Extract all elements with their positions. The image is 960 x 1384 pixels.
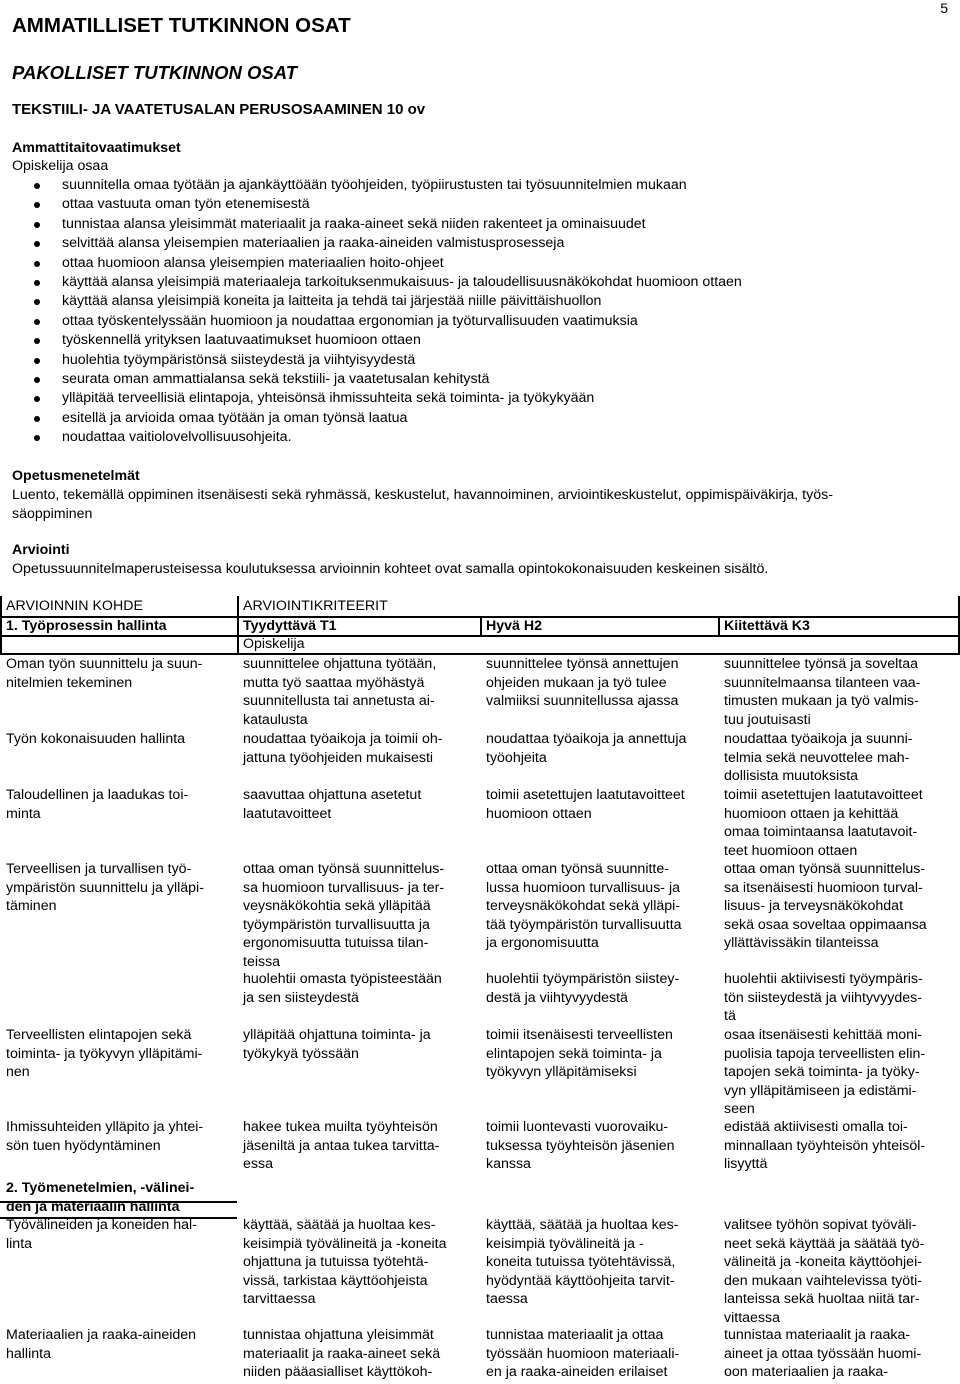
table-cell-k3: yllättävissäkin tilanteissa <box>724 935 879 951</box>
table-cell-h2: noudattaa työaikoja ja annettuja <box>486 731 687 747</box>
table-rule <box>237 596 239 653</box>
table-cell-t1: saavuttaa ohjattuna asetetut <box>243 787 422 803</box>
table-cell-h2: huomioon ottaen <box>486 805 592 822</box>
table-cell-k3: aineet ja ottaa työssään huomi- <box>724 1345 922 1362</box>
table-cell-t1: noudattaa työaikoja ja toimii oh- <box>243 731 443 747</box>
table-cell-k3: timusten mukaan ja työ valmis- <box>724 693 919 709</box>
skills-list-item: selvittää alansa yleisempien materiaalien ja raaka-aineiden valmistusprosesseja <box>0 234 742 253</box>
table-cell-h2: lussa huomioon turvallisuus- ja <box>486 879 680 896</box>
table-cell-k3: sa itsenäisesti huomioon turval- <box>724 879 923 896</box>
table-cell-t1: hakee tukea muilta työyhteisön <box>243 1119 438 1135</box>
skills-list-item: noudattaa vaitiolovelvollisuusohjeita. <box>0 428 742 447</box>
table-cell-k3: oon materiaalien ja raaka- <box>724 1364 889 1380</box>
table-cell-target: Oman työn suunnittelu ja suun- <box>6 656 203 672</box>
page-number: 5 <box>940 0 948 16</box>
table-cell-t1: materiaalit ja raaka-aineet sekä <box>243 1345 441 1362</box>
table-cell-k3: minnallaan työyhteisön yhteisöl- <box>724 1137 926 1154</box>
table-cell-target: nitelmien tekeminen <box>6 674 133 691</box>
table-cell-t1: teissa <box>243 953 281 970</box>
table-rule <box>718 616 720 635</box>
table-cell-target: ympäristön suunnittelu ja ylläpi- <box>6 879 204 896</box>
table-cell-t1: mutta työ saattaa myöhästyä <box>243 674 425 691</box>
level-k3-header: Kiitettävä K3 <box>724 618 810 634</box>
table-cell-t1: kataulusta <box>243 711 308 728</box>
table-cell-h2: hyödyntää käyttöohjeita tarvit- <box>486 1272 675 1289</box>
page-subtitle: PAKOLLISET TUTKINNON OSAT <box>12 62 298 83</box>
table-cell-target: Työvälineiden ja koneiden hal- <box>6 1217 197 1233</box>
table-cell-h2: työssään huomioon materiaali- <box>486 1345 680 1362</box>
table-cell-target: linta <box>6 1235 33 1252</box>
table-cell-h2: työkyvyn ylläpitämiseksi <box>486 1064 637 1080</box>
table-rule <box>0 596 2 616</box>
table-cell-target: täminen <box>6 898 57 914</box>
table-cell-t1: ergonomisuutta tutuissa tilan- <box>243 935 429 951</box>
table-cell-t1: suunnittelee ohjattuna työtään, <box>243 656 437 672</box>
table-cell-k3: lisuus- ja terveysnäkökohdat <box>724 898 904 914</box>
table-cell-h2: valmiiksi suunnitellussa ajassa <box>486 693 679 709</box>
table-cell-target: sön tuen hyödyntäminen <box>6 1137 161 1154</box>
table-cell-k3: neet sekä käyttää ja säätää työ- <box>724 1235 925 1252</box>
table-cell-k3: sekä osaa soveltaa oppimaansa <box>724 916 927 933</box>
table-cell-t1: jäseniltä ja antaa tukea tarvitta- <box>243 1137 440 1154</box>
skills-list-item: käyttää alansa yleisimpiä koneita ja laitteita ja tehdä tai järjestää niille päivittäishuollon <box>0 292 742 311</box>
methods-text-line2: säoppiminen <box>12 506 93 522</box>
table-cell-h2: destä ja viihtyvyydestä <box>486 989 628 1006</box>
table-cell-t1: suunnitellusta tai annetusta ai- <box>243 693 435 709</box>
table-cell-t1: essa <box>243 1156 273 1172</box>
skills-list-item: ylläpitää terveellisiä elintapoja, yhteisönsä ihmissuhteita sekä toiminta- ja työkykyään <box>0 389 742 408</box>
table-cell-k3: tapojen sekä toiminta- ja työky- <box>724 1064 920 1080</box>
table-cell-h2: elintapojen sekä toiminta- ja <box>486 1045 662 1062</box>
table-cell-h2: toimii luontevasti vuorovaiku- <box>486 1119 669 1135</box>
table-cell-t1: jattuna työohjeiden mukaisesti <box>243 749 434 766</box>
table-cell-k3: lisyyttä <box>724 1156 768 1172</box>
table-cell-t1: huolehtii omasta työpisteestään <box>243 971 442 987</box>
table-cell-h2: terveysnäkökohdat sekä ylläpi- <box>486 898 680 914</box>
table-cell-h2: ohjeiden mukaan ja työ tulee <box>486 674 667 691</box>
table-rule <box>0 635 960 637</box>
table-cell-k3: omaa toimintaansa laatutavoit- <box>724 824 918 840</box>
table-cell-t1: sa huomioon turvallisuus- ja ter- <box>243 879 445 896</box>
table-cell-t1: työkykyä työssään <box>243 1045 359 1062</box>
table-cell-target: nen <box>6 1064 30 1080</box>
table-rule <box>480 616 482 635</box>
table-rule <box>0 616 2 653</box>
table-cell-target: Terveellisten elintapojen sekä <box>6 1027 192 1043</box>
table-cell-target: toiminta- ja työkyvyn ylläpitämi- <box>6 1045 203 1062</box>
table-cell-k3: välineitä ja -koneita käyttöohjei- <box>724 1254 922 1270</box>
table-cell-h2: toimii asetettujen laatutavoitteet <box>486 787 685 803</box>
table-cell-t1: ylläpitää ohjattuna toiminta- ja <box>243 1027 431 1043</box>
table-cell-h2: koneita tutuissa työtehtävissä, <box>486 1254 676 1270</box>
table-cell-t1: veysnäkökohtia sekä ylläpitää <box>243 898 431 914</box>
table-cell-k3: puolisia tapoja terveellisten elin- <box>724 1045 926 1062</box>
table-cell-k3: lanteissa sekä huoltaa niitä tar- <box>724 1291 920 1307</box>
level-h2-header: Hyvä H2 <box>486 618 542 634</box>
skills-list-item: esitellä ja arvioida omaa työtään ja oman työnsä laatua <box>0 409 742 428</box>
skills-list-item: käyttää alansa yleisimpiä materiaaleja tarkoituksenmukaisuus- ja taloudellisuusnäkökohdat huomioon ottaen <box>0 273 742 292</box>
table-cell-h2: ottaa oman työnsä suunnitte- <box>486 861 669 877</box>
table-cell-t1: laatutavoitteet <box>243 805 332 822</box>
skills-list-item: suunnitella omaa työtään ja ajankäyttöään työohjeiden, työpiirustusten tai työsuunnitelmien mukaan <box>0 176 742 195</box>
table-cell-h2: huolehtii työympäristön siistey- <box>486 971 680 987</box>
table-cell-k3: osaa itsenäisesti kehittää moni- <box>724 1027 922 1043</box>
level-t1-header: Tyydyttävä T1 <box>243 618 337 634</box>
table-cell-k3: telmia sekä neuvottelee mah- <box>724 749 910 766</box>
table-cell-h2: työohjeita <box>486 749 547 766</box>
table-cell-target: Materiaalien ja raaka-aineiden <box>6 1327 197 1343</box>
table-rule <box>958 596 960 653</box>
skills-list-item: ottaa huomioon alansa yleisempien materiaalien hoito-ohjeet <box>0 254 742 273</box>
col-criteria-header: ARVIOINTIKRITEERIT <box>243 598 388 614</box>
table-cell-k3: vyn ylläpitämiseen ja edistämi- <box>724 1082 917 1099</box>
table-cell-t1: vissä, tarkistaa käyttöohjeista <box>243 1272 428 1289</box>
table-cell-k3: huolehtii aktiivisesti työympäris- <box>724 971 923 987</box>
section2-label: den ja materiaalin hallinta <box>6 1199 180 1215</box>
table-cell-k3: suunnitelmaansa tilanteen vaa- <box>724 674 921 691</box>
table-cell-t1: ohjattuna ja tutuissa työtehtä- <box>243 1254 429 1270</box>
section2-label: 2. Työmenetelmien, -välinei- <box>6 1180 195 1196</box>
table-cell-k3: ottaa oman työnsä suunnittelus- <box>724 861 926 877</box>
skills-list-item: työskennellä yrityksen laatuvaatimukset huomioon ottaen <box>0 331 742 350</box>
subject-label: Opiskelija <box>243 636 305 652</box>
table-cell-h2: tuksessa työyhteisön jäsenien <box>486 1137 675 1154</box>
skills-list <box>0 176 742 447</box>
table-cell-k3: noudattaa työaikoja ja suunni- <box>724 731 913 747</box>
table-cell-target: hallinta <box>6 1345 51 1362</box>
table-cell-k3: tunnistaa materiaalit ja raaka- <box>724 1327 911 1343</box>
table-cell-target: Ihmissuhteiden ylläpito ja yhtei- <box>6 1119 204 1135</box>
table-cell-k3: seen <box>724 1101 755 1117</box>
table-cell-h2: suunnittelee työnsä annettujen <box>486 656 679 672</box>
assessment-heading: Arviointi <box>12 542 70 558</box>
skills-list-item: seurata oman ammattialansa sekä tekstiili- ja vaatetusalan kehitystä <box>0 370 742 389</box>
table-cell-t1: tunnistaa ohjattuna yleisimmät <box>243 1327 434 1343</box>
table-cell-target: Terveellisen ja turvallisen työ- <box>6 861 192 877</box>
section1-label: 1. Työprosessin hallinta <box>6 618 167 634</box>
table-cell-k3: huomioon ottaen ja kehittää <box>724 805 899 822</box>
table-cell-t1: niiden pääasialliset käyttökoh- <box>243 1364 433 1380</box>
table-cell-k3: suunnittelee työnsä ja soveltaa <box>724 656 919 672</box>
table-cell-k3: den mukaan vaihtelevissa työti- <box>724 1272 922 1289</box>
table-cell-target: minta <box>6 805 41 822</box>
skills-list-item: ottaa työskentelyssään huomioon ja noudattaa ergonomian ja työturvallisuuden vaatimuksia <box>0 312 742 331</box>
table-cell-k3: tön siisteydestä ja viihtyvyydes- <box>724 989 922 1006</box>
table-cell-h2: toimii itsenäisesti terveellisten <box>486 1027 673 1043</box>
table-cell-k3: edistää aktiivisesti omalla toi- <box>724 1119 908 1135</box>
methods-text-line1: Luento, tekemällä oppiminen itsenäisesti sekä ryhmässä, keskustelut, havannoiminen, arviointikeskustelut, oppimispäiväkirja, työs- <box>12 487 833 503</box>
table-cell-t1: ottaa oman työnsä suunnittelus- <box>243 861 445 877</box>
page-title: AMMATILLISET TUTKINNON OSAT <box>12 14 351 37</box>
table-cell-t1: käyttää, säätää ja huoltaa kes- <box>243 1217 436 1233</box>
skills-heading: Ammattitaitovaatimukset <box>12 140 181 156</box>
table-cell-h2: taessa <box>486 1291 528 1307</box>
table-cell-t1: tarvittaessa <box>243 1291 316 1307</box>
skills-list-item: huolehtia työympäristönsä siisteydestä ja viihtyisyydestä <box>0 351 742 370</box>
table-cell-k3: tuu joutuisasti <box>724 711 811 728</box>
table-cell-h2: tunnistaa materiaalit ja ottaa <box>486 1327 664 1343</box>
table-cell-k3: valitsee työhön sopivat työväli- <box>724 1217 917 1233</box>
skills-intro: Opiskelija osaa <box>12 158 109 174</box>
table-cell-t1: työympäristön turvallisuutta ja <box>243 916 430 933</box>
table-cell-h2: käyttää, säätää ja huoltaa kes- <box>486 1217 679 1233</box>
table-cell-h2: kanssa <box>486 1156 531 1172</box>
methods-heading: Opetusmenetelmät <box>12 468 140 484</box>
table-cell-target: Työn kokonaisuuden hallinta <box>6 731 186 747</box>
table-cell-k3: toimii asetettujen laatutavoitteet <box>724 787 923 803</box>
table-cell-k3: vittaessa <box>724 1309 780 1326</box>
skills-list-item: tunnistaa alansa yleisimmät materiaalit ja raaka-aineet sekä niiden rakenteet ja ominaisuudet <box>0 215 742 234</box>
col-target-header: ARVIOINNIN KOHDE <box>6 598 143 614</box>
skills-list-item: ottaa vastuuta oman työn etenemisestä <box>0 195 742 214</box>
table-cell-k3: teet huomioon ottaen <box>724 842 858 859</box>
table-cell-h2: tää työympäristön turvallisuutta <box>486 916 682 933</box>
module-title: TEKSTIILI- JA VAATETUSALAN PERUSOSAAMINEN 10 ov <box>12 101 426 118</box>
assessment-table <box>0 596 960 1384</box>
table-cell-h2: keisimpiä työvälineitä ja - <box>486 1235 644 1252</box>
table-cell-t1: ja sen siisteydestä <box>243 989 359 1006</box>
table-cell-k3: tä <box>724 1008 736 1024</box>
table-cell-target: Taloudellinen ja laadukas toi- <box>6 787 189 803</box>
table-cell-h2: ja ergonomisuutta <box>486 935 599 951</box>
assessment-text: Opetussuunnitelmaperusteisessa koulutuksessa arvioinnin kohteet ovat samalla opintokokonaisuuden keskeinen sisältö. <box>12 561 769 577</box>
table-cell-t1: keisimpiä työvälineitä ja -koneita <box>243 1235 447 1252</box>
table-cell-h2: en ja raaka-aineiden erilaiset <box>486 1364 668 1380</box>
table-cell-k3: dollisista muutoksista <box>724 768 859 784</box>
